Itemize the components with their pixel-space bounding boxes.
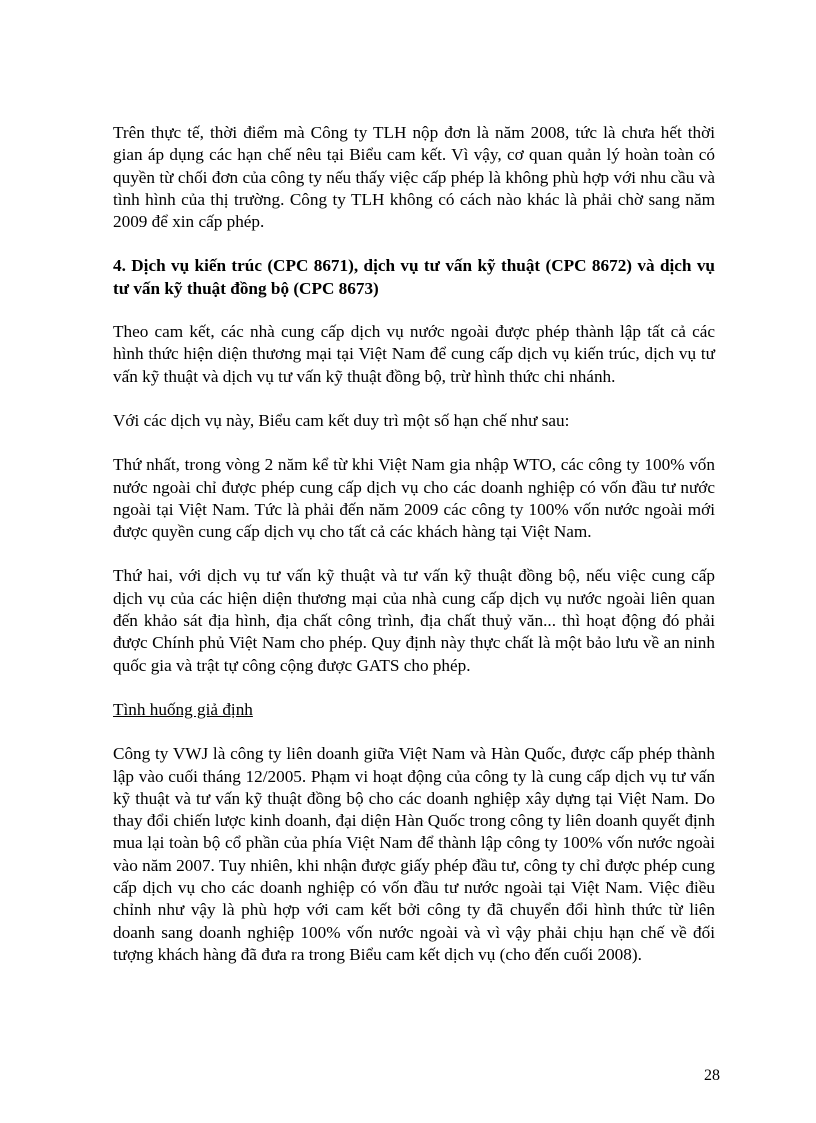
paragraph-vwj-case: Công ty VWJ là công ty liên doanh giữa Việt Nam và Hàn Quốc, được cấp phép thành lập vào cuối tháng 12/2005. Phạm vi hoạt động của công ty là cung cấp dịch vụ tư vấn kỹ thuật và tư vấn kỹ thuật đồng bộ cho các doanh nghiệp xây dựng tại Việt Nam. Do thay đổi chiến lược kinh doanh, đại diện Hàn Quốc trong công ty liên doanh quyết định mua lại toàn bộ cổ phần của phía Việt Nam để thành lập công ty 100% vốn nước ngoài vào năm 2007. Tuy nhiên, khi nhận được giấy phép đầu tư, công ty chỉ được phép cung cấp dịch vụ cho các doanh nghiệp có vốn đầu tư nước ngoài tại Việt Nam. Việc điều chỉnh như vậy là phù hợp với cam kết bởi công ty đã chuyển đổi hình thức từ liên doanh sang doanh nghiệp 100% vốn nước ngoài và vì vậy phải chịu hạn chế về đối tượng khách hàng đã đưa ra trong Biểu cam kết dịch vụ (cho đến cuối 2008).: [113, 744, 715, 964]
paragraph-restrictions-intro: Với các dịch vụ này, Biểu cam kết duy trì một số hạn chế như sau:: [113, 410, 570, 430]
paragraph-commitment: Theo cam kết, các nhà cung cấp dịch vụ nước ngoài được phép thành lập tất cả các hình thức hiện diện thương mại tại Việt Nam để cung cấp dịch vụ kiến trúc, dịch vụ tư vấn kỹ thuật và dịch vụ tư vấn kỹ thuật đồng bộ, trừ hình thức chi nhánh.: [113, 322, 715, 386]
hypothetical-case-heading: Tình huống giả định: [113, 699, 253, 719]
paragraph-second-restriction: Thứ hai, với dịch vụ tư vấn kỹ thuật và tư vấn kỹ thuật đồng bộ, nếu việc cung cấp dịch vụ của các hiện diện thương mại của nhà cung cấp dịch vụ nước ngoài liên quan đến khảo sát địa hình, địa chất công trình, địa chất thuỷ văn... thì hoạt động đó phải được Chính phủ Việt Nam cho phép. Quy định này thực chất là một bảo lưu về an ninh quốc gia và trật tự công cộng được GATS cho phép.: [113, 566, 715, 675]
paragraph-first-restriction: Thứ nhất, trong vòng 2 năm kể từ khi Việt Nam gia nhập WTO, các công ty 100% vốn nước ngoài chỉ được phép cung cấp dịch vụ cho các doanh nghiệp có vốn đầu tư nước ngoài tại Việt Nam. Tức là phải đến năm 2009 các công ty 100% vốn nước ngoài mới được quyền cung cấp dịch vụ cho tất cả các khách hàng tại Việt Nam.: [113, 455, 715, 542]
paragraph-tlh-application: Trên thực tế, thời điểm mà Công ty TLH nộp đơn là năm 2008, tức là chưa hết thời gian áp dụng các hạn chế nêu tại Biểu cam kết. Vì vậy, cơ quan quản lý hoàn toàn có quyền từ chối đơn của công ty nếu thấy việc cấp phép là không phù hợp với nhu cầu và tình hình của thị trường. Công ty TLH không có cách nào khác là phải chờ sang năm 2009 để xin cấp phép.: [113, 123, 715, 232]
document-page: [113, 122, 715, 988]
section-heading: 4. Dịch vụ kiến trúc (CPC 8671), dịch vụ tư vấn kỹ thuật (CPC 8672) và dịch vụ tư vấn kỹ thuật đồng bộ (CPC 8673): [113, 256, 715, 298]
page-number: 28: [704, 1067, 720, 1084]
